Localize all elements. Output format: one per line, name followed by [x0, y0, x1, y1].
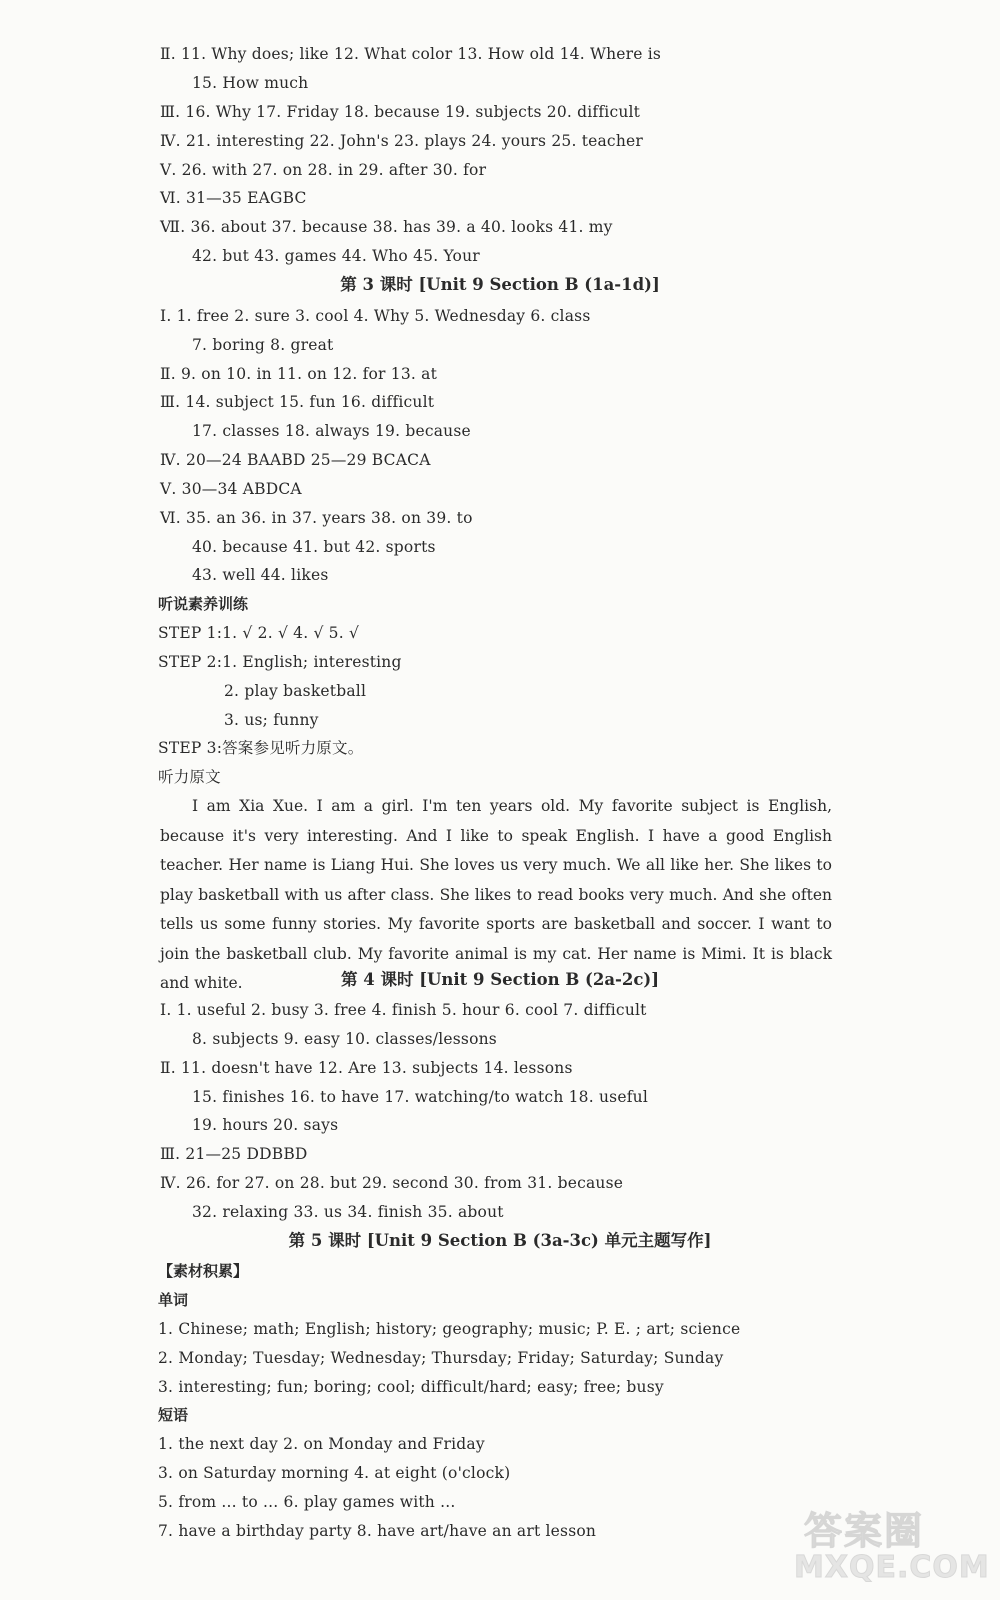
- answer-line: Ⅴ. 30—34 ABDCA: [160, 480, 302, 498]
- phrases-heading: 短语: [158, 1406, 189, 1424]
- answer-line: 8. subjects 9. easy 10. classes/lessons: [192, 1030, 497, 1048]
- word-line: 3. interesting; fun; boring; cool; difficult/hard; easy; free; busy: [158, 1378, 664, 1396]
- answer-line: 15. finishes 16. to have 17. watching/to watch 18. useful: [192, 1088, 648, 1106]
- watermark-top: 答案圈: [804, 1509, 925, 1553]
- step-line: STEP 3:答案参见听力原文。: [158, 739, 364, 757]
- answer-line: Ⅳ. 20—24 BAABD 25—29 BCACA: [160, 451, 431, 469]
- answer-line: Ⅵ. 31—35 EAGBC: [160, 189, 307, 207]
- answer-line: Ⅲ. 21—25 DDBBD: [160, 1145, 308, 1163]
- step-line: 3. us; funny: [224, 711, 319, 729]
- lesson-5-title: 第 5 课时 [Unit 9 Section B (3a-3c) 单元主题写作]: [288, 1231, 712, 1250]
- lesson-3-title: 第 3 课时 [Unit 9 Section B (1a-1d)]: [340, 275, 660, 294]
- watermark-logo: [794, 1500, 990, 1590]
- answer-line: 40. because 41. but 42. sports: [192, 538, 436, 556]
- phrase-line: 7. have a birthday party 8. have art/have an art lesson: [158, 1522, 597, 1540]
- answer-line: 7. boring 8. great: [192, 336, 334, 354]
- watermark-bottom: MXQE.COM: [794, 1550, 990, 1585]
- phrase-line: 5. from ... to ... 6. play games with ...: [158, 1493, 456, 1511]
- answer-line: 42. but 43. games 44. Who 45. Your: [192, 247, 480, 265]
- answer-line: Ⅲ. 14. subject 15. fun 16. difficult: [160, 393, 435, 411]
- step-line: STEP 1:1. √ 2. √ 4. √ 5. √: [158, 624, 360, 642]
- transcript-heading: 听力原文: [158, 768, 221, 786]
- answer-line: Ⅱ. 11. doesn't have 12. Are 13. subjects 14. lessons: [160, 1059, 573, 1077]
- step-line: STEP 2:1. English; interesting: [158, 653, 402, 671]
- phrase-line: 3. on Saturday morning 4. at eight (o'clock): [158, 1464, 511, 1482]
- answer-line: Ⅶ. 36. about 37. because 38. has 39. a 40. looks 41. my: [160, 218, 613, 236]
- material-heading: 【素材积累】: [158, 1262, 249, 1280]
- answer-line: Ⅵ. 35. an 36. in 37. years 38. on 39. to: [160, 509, 473, 527]
- answer-line: 32. relaxing 33. us 34. finish 35. about: [192, 1203, 504, 1221]
- transcript-text: I am Xia Xue. I am a girl. I'm ten years old. My favorite subject is English, because it's very interesting. And I like to speak English. I have a good English teacher. Her name is Liang Hui. She loves us very much. We all like her. She likes to play basketball with us after class. She likes to read books very much. And she often tells us some funny stories. My favorite sports are basketball and soccer. I want to join the basketball club. My favorite animal is my cat. Her name is Mimi. It is black and white.: [160, 797, 832, 992]
- answer-line: 15. How much: [192, 74, 309, 92]
- answer-line: Ⅳ. 26. for 27. on 28. but 29. second 30. from 31. because: [160, 1174, 624, 1192]
- word-line: 2. Monday; Tuesday; Wednesday; Thursday; Friday; Saturday; Sunday: [158, 1349, 724, 1367]
- step-line: 2. play basketball: [224, 682, 367, 700]
- lesson-4-title: 第 4 课时 [Unit 9 Section B (2a-2c)]: [340, 970, 660, 989]
- answer-line: Ⅴ. 26. with 27. on 28. in 29. after 30. for: [160, 161, 487, 179]
- listening-heading: 听说素养训练: [158, 595, 249, 613]
- answer-line: Ⅰ. 1. useful 2. busy 3. free 4. finish 5. hour 6. cool 7. difficult: [160, 1001, 647, 1019]
- phrase-line: 1. the next day 2. on Monday and Friday: [158, 1435, 485, 1453]
- answer-line: Ⅰ. 1. free 2. sure 3. cool 4. Why 5. Wednesday 6. class: [160, 307, 591, 325]
- answer-line: Ⅱ. 11. Why does; like 12. What color 13. How old 14. Where is: [160, 45, 662, 63]
- answer-line: 17. classes 18. always 19. because: [192, 422, 471, 440]
- answer-line: 19. hours 20. says: [192, 1116, 339, 1134]
- words-heading: 单词: [158, 1291, 189, 1309]
- answer-line: Ⅱ. 9. on 10. in 11. on 12. for 13. at: [160, 365, 438, 383]
- answer-line: 43. well 44. likes: [192, 566, 329, 584]
- answer-line: Ⅳ. 21. interesting 22. John's 23. plays 24. yours 25. teacher: [160, 132, 643, 150]
- word-line: 1. Chinese; math; English; history; geography; music; P. E. ; art; science: [158, 1320, 741, 1338]
- answer-line: Ⅲ. 16. Why 17. Friday 18. because 19. subjects 20. difficult: [160, 103, 641, 121]
